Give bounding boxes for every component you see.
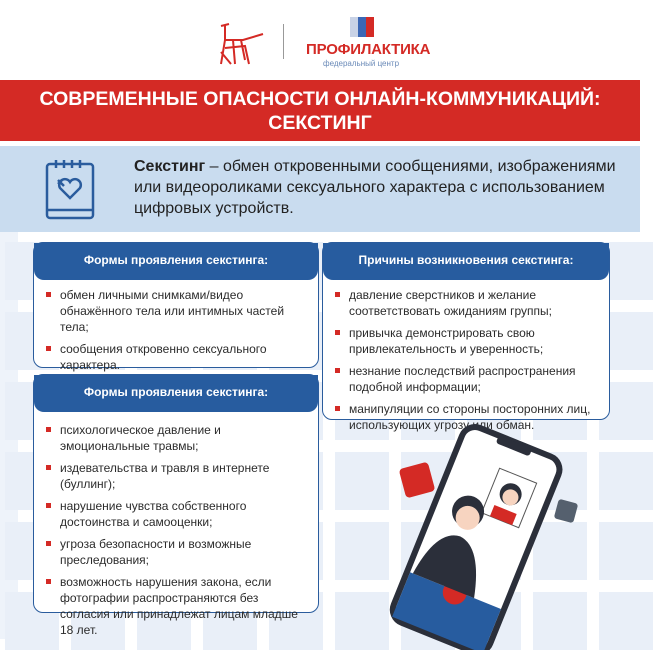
list-item: издевательства и травля в интернете (буллинг); <box>44 460 308 492</box>
logo-name: ПРОФИЛАКТИКА <box>306 41 431 58</box>
card-consequences <box>33 374 319 637</box>
list-item: психологическое давление и эмоциональные травмы; <box>44 422 308 454</box>
logo-divider <box>283 24 284 59</box>
card-forms <box>33 242 319 372</box>
logo-subtitle: федеральный центр <box>323 59 400 68</box>
card-title: Причины возникновения секстинга: <box>323 243 609 280</box>
card-title: Формы проявления секстинга: <box>34 375 318 412</box>
card-title: Формы проявления секстинга: <box>34 243 318 280</box>
calendar-heart-icon <box>44 158 96 222</box>
list-item: манипуляции со стороны посторонних лиц, использующих угрозу или обман. <box>333 401 599 433</box>
page-title <box>0 80 640 141</box>
card-causes <box>322 242 610 432</box>
definition-term: Секстинг <box>134 158 206 175</box>
title-line-2: СЕКСТИНГ <box>268 112 372 134</box>
list-item: угроза безопасности и возможные преследования; <box>44 536 308 568</box>
grid-square <box>599 522 653 580</box>
definition-body: – обмен откровенными сообщениями, изображениями или видеороликами сексуального характера с использованием цифровых устройств. <box>134 158 616 217</box>
video-call-illustration <box>378 425 578 639</box>
list-item: обмен личными снимками/видео обнажённого тела или интимных частей тела; <box>44 287 308 335</box>
definition-text <box>134 156 640 219</box>
grid-square <box>599 592 653 650</box>
flag-grid-logo-icon <box>350 17 374 37</box>
list-item: незнание последствий распространения подобной информации; <box>333 363 599 395</box>
grid-square <box>599 452 653 510</box>
list-item: привычка демонстрировать свою привлекательность и уверенность; <box>333 325 599 357</box>
phone-call-icon <box>399 462 436 499</box>
list-item: возможность нарушения закона, если фотографии распространяются без согласия или принадлежат лицам младше 18 лет. <box>44 574 308 638</box>
chair-logo-icon <box>215 20 265 70</box>
list-item: нарушение чувства собственного достоинства и самооценки; <box>44 498 308 530</box>
definition-band <box>0 146 640 232</box>
header-logos <box>210 14 440 74</box>
list-item: сообщения откровенно сексуального характера. <box>44 341 308 373</box>
camera-icon <box>554 499 578 523</box>
list-item: давление сверстников и желание соответствовать ожиданиям группы; <box>333 287 599 319</box>
title-line-1: СОВРЕМЕННЫЕ ОПАСНОСТИ ОНЛАЙН-КОММУНИКАЦИЙ: <box>39 88 601 110</box>
